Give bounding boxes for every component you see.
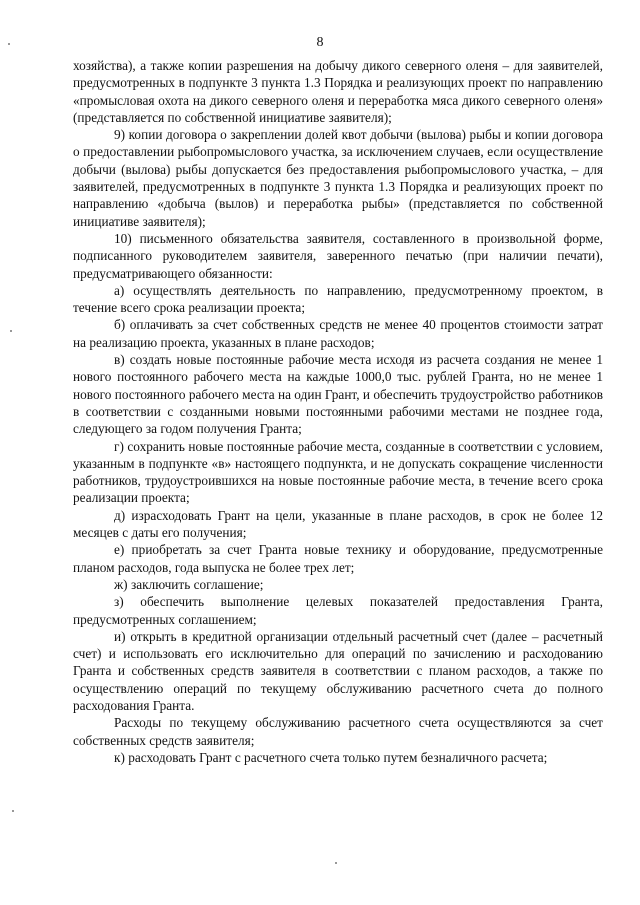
- subitem-d: д) израсходовать Грант на цели, указанные в плане расходов, в срок не более 12 месяцев с даты его получения;: [73, 507, 603, 541]
- scan-speck: [8, 43, 10, 45]
- paragraph-item-10: 10) письменного обязательства заявителя, составленного в произвольной форме, подписанного руководителем заявителя, заверенного печатью (при наличии печати), предусматривающего обязанности:: [73, 230, 603, 281]
- subitem-k: к) расходовать Грант с расчетного счета только путем безналичного расчета;: [114, 749, 548, 765]
- subitem-b: б) оплачивать за счет собственных средств не менее 40 процентов стоимости затрат на реализацию проекта, указанных в плане расходов;: [73, 317, 603, 350]
- paragraph-continuation: хозяйства), а также копии разрешения на добычу дикого северного оленя – для заявителей, предусмотренных в подпункте 3 пункта 1.3 Порядка и реализующих проект по направлению «промысловая охота на дикого северного оленя и переработка мяса дикого северного оленя» (представляется по собственной инициативе заявителя);: [73, 58, 603, 125]
- subitem-z: з) обеспечить выполнение целевых показателей предоставления Гранта, предусмотренных соглашением;: [73, 594, 603, 627]
- paragraph-item-9: 9) копии договора о закреплении долей квот добычи (вылова) рыбы и копии договора о предоставлении рыбопромыслового участка, за исключением случаев, если осуществление добычи (вылова) рыбы допускается без предоставления рыбопромыслового участка, – для заявителей, предусмотренных в подпункте 3 пункта 1.3 Порядка и реализующих проект по направлению «добыча (вылов) и переработка рыбы» (представляется по собственной инициативе заявителя);: [73, 127, 603, 229]
- document-body: [73, 57, 603, 766]
- subitem-e: е) приобретать за счет Гранта новые технику и оборудование, предусмотренные планом расходов, года выпуска не более трех лет;: [73, 542, 603, 575]
- scan-speck: [12, 810, 14, 812]
- subitem-i: и) открыть в кредитной организации отдельный расчетный счет (далее – расчетный счет) и использовать его исключительно для операций по зачислению и расходованию Гранта и собственных средств заявителя в соответствии с планом расходов, а также по осуществлению операций по текущему обслуживанию расчетного счета до полного расходования Гранта.: [73, 628, 603, 713]
- page-number: 8: [316, 35, 324, 50]
- subitem-v: в) создать новые постоянные рабочие места исходя из расчета создания не менее 1 нового постоянного рабочего места на каждые 1000,0 тыс. рублей Гранта, но не менее 1 нового постоянного рабочего места на один Грант, и обеспечить трудоустройство работников в соответствии с созданными новыми постоянными рабочими местами не позднее года, следующего за годом получения Гранта;: [73, 352, 603, 437]
- subitem-zh: ж) заключить соглашение;: [114, 576, 264, 592]
- subitem-a: а) осуществлять деятельность по направлению, предусмотренному проектом, в течение всего срока реализации проекта;: [73, 282, 603, 316]
- expenses-note: Расходы по текущему обслуживанию расчетного счета осуществляются за счет собственных средств заявителя;: [73, 715, 603, 748]
- scan-speck: [10, 330, 12, 332]
- subitem-g: г) сохранить новые постоянные рабочие места, созданные в соответствии с условием, указанным в подпункте «в» настоящего подпункта, и не допускать сокращение численности работников, трудоустроившихся на новые постоянные рабочие места, в течение всего срока реализации проекта;: [73, 438, 603, 506]
- scan-speck: [335, 862, 337, 864]
